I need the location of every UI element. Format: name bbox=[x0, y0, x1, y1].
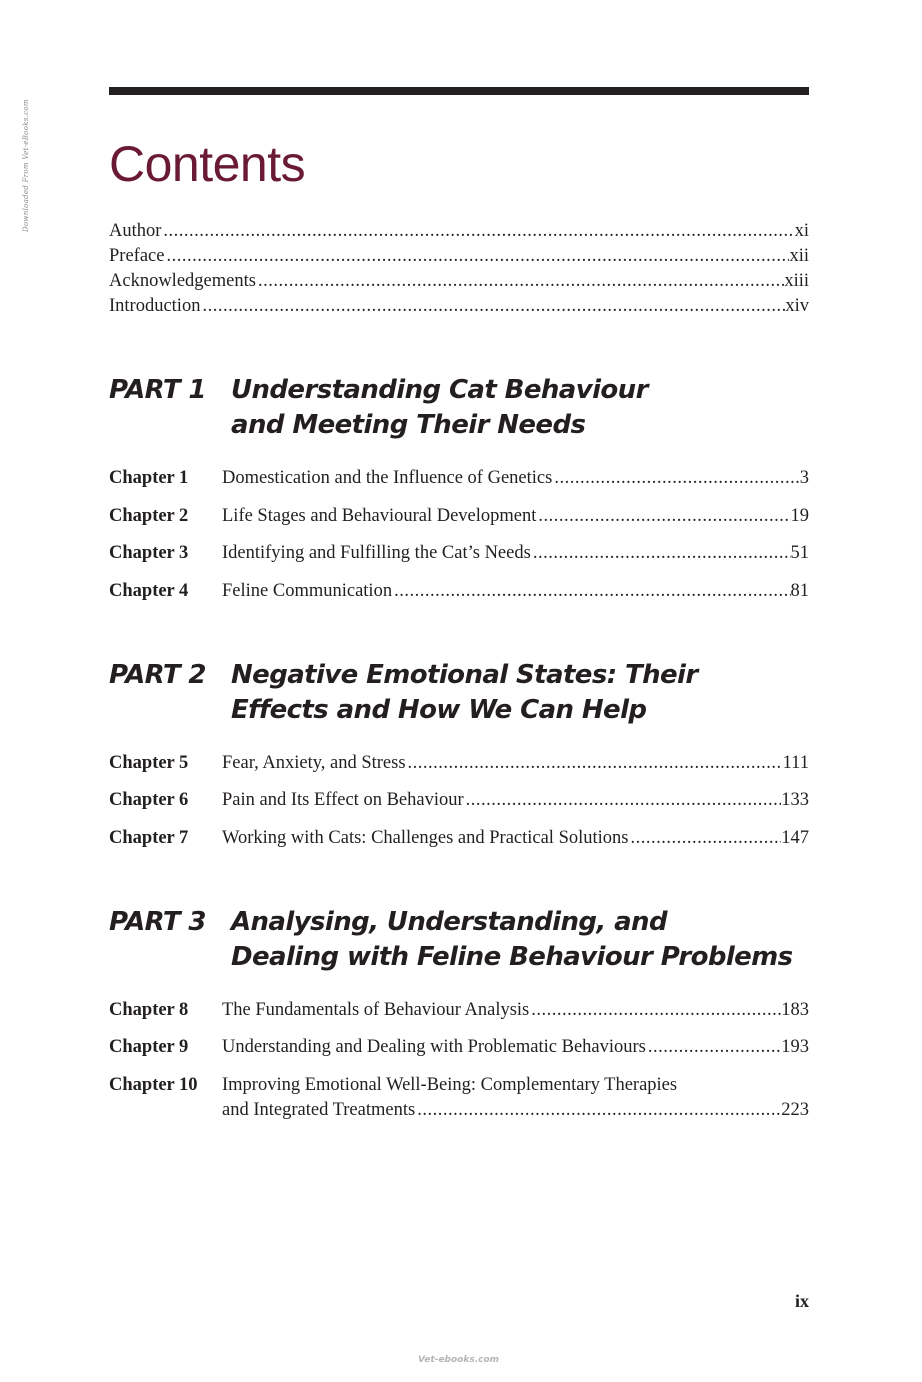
chapter-page: 19 bbox=[790, 506, 809, 526]
chapter-page: 193 bbox=[781, 1037, 809, 1057]
chapter-label: Chapter 8 bbox=[109, 1000, 189, 1020]
chapter-page: 81 bbox=[790, 581, 809, 601]
chapter-title: Life Stages and Behavioural Development bbox=[222, 506, 537, 526]
chapter-page: 51 bbox=[790, 543, 809, 563]
chapter-page: 111 bbox=[782, 753, 809, 773]
toc-entry-label: Author bbox=[109, 221, 162, 241]
dot-leader bbox=[415, 1098, 781, 1123]
part-title-line-1: Understanding Cat Behaviour bbox=[231, 375, 648, 405]
chapter-label: Chapter 3 bbox=[109, 543, 189, 563]
header-rule bbox=[109, 87, 809, 95]
chapter-title: Working with Cats: Challenges and Practical Solutions bbox=[222, 828, 629, 848]
chapter-label: Chapter 10 bbox=[109, 1075, 198, 1095]
chapter-page: 147 bbox=[781, 828, 809, 848]
dot-leader bbox=[536, 504, 790, 529]
chapter-title-line-2: and Integrated Treatments bbox=[222, 1100, 416, 1120]
dot-leader bbox=[552, 466, 799, 491]
toc-entry-acknowledgements[interactable] bbox=[109, 269, 809, 293]
dot-leader bbox=[392, 579, 790, 604]
chapter-title: The Fundamentals of Behaviour Analysis bbox=[222, 1000, 530, 1020]
side-watermark: Downloaded From Vet-eBooks.com bbox=[22, 99, 30, 232]
part-title-line-2: Dealing with Feline Behaviour Problems bbox=[231, 942, 793, 972]
dot-leader bbox=[256, 269, 784, 293]
part-title-line-2: and Meeting Their Needs bbox=[231, 410, 586, 440]
chapter-label: Chapter 1 bbox=[109, 468, 189, 488]
chapter-page: 183 bbox=[781, 1000, 809, 1020]
toc-entry-label: Preface bbox=[109, 246, 165, 266]
dot-leader bbox=[531, 541, 791, 566]
dot-leader bbox=[629, 826, 782, 851]
chapter-title: Identifying and Fulfilling the Cat’s Needs bbox=[222, 543, 531, 563]
chapter-label: Chapter 5 bbox=[109, 753, 189, 773]
chapter-label: Chapter 4 bbox=[109, 581, 189, 601]
chapter-page: 133 bbox=[781, 790, 809, 810]
toc-entry-label: Acknowledgements bbox=[109, 271, 256, 291]
chapter-label: Chapter 6 bbox=[109, 790, 189, 810]
toc-entry-page: xiii bbox=[784, 271, 809, 291]
chapter-title: Feline Communication bbox=[222, 581, 393, 601]
toc-entry-author[interactable] bbox=[109, 219, 809, 243]
part-label: PART 3 bbox=[109, 907, 206, 937]
bottom-watermark: Vet-ebooks.com bbox=[418, 1355, 500, 1365]
part-label: PART 2 bbox=[109, 660, 206, 690]
chapter-title-line-1: Improving Emotional Well-Being: Complementary Therapies bbox=[222, 1075, 678, 1095]
toc-entry-page: xiv bbox=[785, 296, 809, 316]
chapter-title: Fear, Anxiety, and Stress bbox=[222, 753, 406, 773]
chapter-title: Domestication and the Influence of Genetics bbox=[222, 468, 553, 488]
chapter-label: Chapter 9 bbox=[109, 1037, 189, 1057]
chapter-page: 223 bbox=[781, 1100, 809, 1120]
chapter-label: Chapter 7 bbox=[109, 828, 189, 848]
page-number: ix bbox=[794, 1291, 809, 1311]
toc-entry-page: xi bbox=[794, 221, 809, 241]
dot-leader bbox=[464, 788, 782, 813]
chapter-page: 3 bbox=[799, 468, 809, 488]
page-title: Contents bbox=[109, 136, 306, 192]
chapter-title: Understanding and Dealing with Problematic Behaviours bbox=[222, 1037, 646, 1057]
chapter-title: Pain and Its Effect on Behaviour bbox=[222, 790, 464, 810]
toc-entry-preface[interactable] bbox=[109, 244, 809, 268]
part-label: PART 1 bbox=[109, 375, 206, 405]
dot-leader bbox=[529, 998, 781, 1023]
part-title-line-2: Effects and How We Can Help bbox=[231, 695, 647, 725]
dot-leader bbox=[646, 1035, 781, 1060]
dot-leader bbox=[164, 244, 789, 268]
dot-leader bbox=[406, 751, 783, 776]
chapter-label: Chapter 2 bbox=[109, 506, 189, 526]
toc-entry-label: Introduction bbox=[109, 296, 201, 316]
dot-leader bbox=[200, 294, 785, 318]
part-title-line-1: Negative Emotional States: Their bbox=[231, 660, 698, 690]
toc-entry-page: xii bbox=[789, 246, 809, 266]
part-title-line-1: Analysing, Understanding, and bbox=[231, 907, 667, 937]
dot-leader bbox=[161, 219, 794, 243]
toc-entry-introduction[interactable] bbox=[109, 294, 809, 318]
